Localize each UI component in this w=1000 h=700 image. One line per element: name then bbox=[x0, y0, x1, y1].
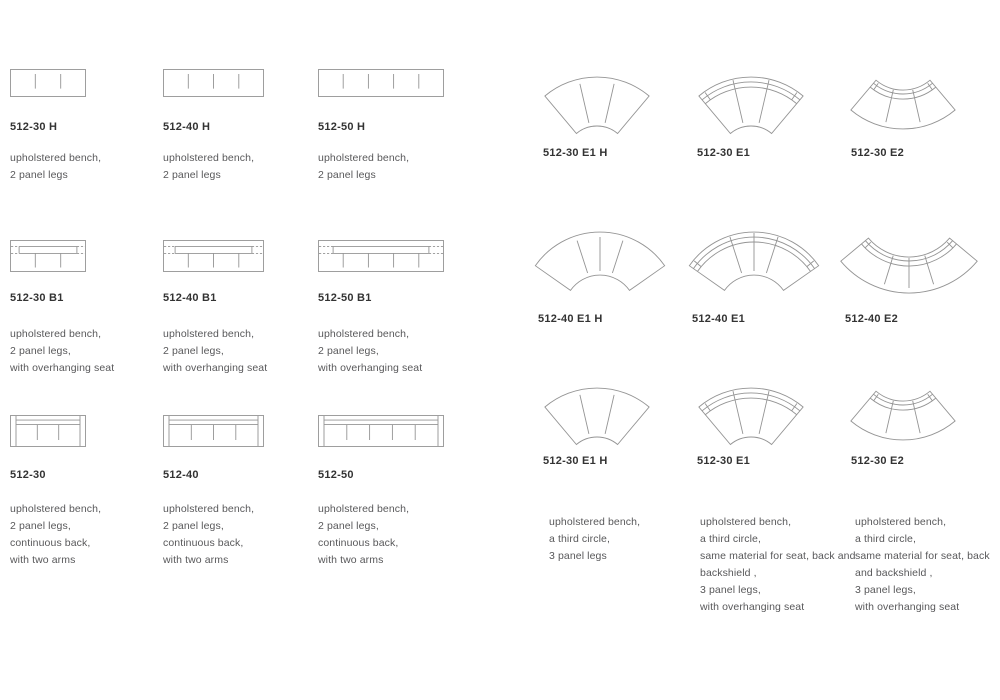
drawing-arc-30-back bbox=[698, 76, 804, 136]
description-line: 2 panel legs bbox=[163, 169, 221, 181]
product-code: 512-40 H bbox=[163, 121, 211, 133]
description-line: with overhanging seat bbox=[10, 362, 115, 374]
description-line: 2 panel legs bbox=[318, 169, 376, 181]
description-line: continuous back, bbox=[318, 537, 399, 549]
description-line: same material for seat, back bbox=[855, 550, 990, 562]
description-line: 2 panel legs, bbox=[163, 520, 224, 532]
description-line: upholstered bench, bbox=[163, 328, 255, 340]
description-line: with overhanging seat bbox=[318, 362, 423, 374]
description-line: with two arms bbox=[10, 554, 76, 566]
drawing-arc-30-e2 bbox=[850, 78, 956, 130]
description-line: continuous back, bbox=[163, 537, 244, 549]
product-code: 512-30 B1 bbox=[10, 292, 64, 304]
description-line: a third circle, bbox=[855, 533, 917, 545]
product-code: 512-30 bbox=[10, 469, 46, 481]
product-code: 512-50 B1 bbox=[318, 292, 372, 304]
description-line: upholstered bench, bbox=[318, 328, 410, 340]
description-line: with overhanging seat bbox=[163, 362, 268, 374]
drawing-arc-30-plain bbox=[544, 387, 650, 447]
product-code: 512-30 E1 bbox=[697, 455, 751, 467]
product-code: 512-50 bbox=[318, 469, 354, 481]
product-code: 512-30 E2 bbox=[851, 455, 905, 467]
description-line: 2 panel legs, bbox=[10, 520, 71, 532]
product-code: 512-50 H bbox=[318, 121, 366, 133]
description-line: upholstered bench, bbox=[10, 328, 102, 340]
drawing-arc-30-e2 bbox=[850, 389, 956, 441]
description-line: continuous back, bbox=[10, 537, 91, 549]
description-line: 2 panel legs, bbox=[163, 345, 224, 357]
description-line: 3 panel legs bbox=[549, 550, 607, 562]
product-code: 512-40 B1 bbox=[163, 292, 217, 304]
description-line: 2 panel legs, bbox=[318, 520, 379, 532]
product-description bbox=[700, 514, 856, 616]
product-code: 512-40 E1 H bbox=[538, 313, 603, 325]
product-code: 512-40 E1 bbox=[692, 313, 746, 325]
description-line: 2 panel legs bbox=[10, 169, 68, 181]
description-line: with overhanging seat bbox=[700, 601, 805, 613]
description-line: upholstered bench, bbox=[318, 152, 410, 164]
description-line: 2 panel legs, bbox=[10, 345, 71, 357]
description-line: upholstered bench, bbox=[10, 503, 102, 515]
description-line: upholstered bench, bbox=[549, 516, 641, 528]
description-line: upholstered bench, bbox=[855, 516, 947, 528]
description-line: backshield , bbox=[700, 567, 757, 579]
drawing-arc-40-back bbox=[688, 231, 820, 291]
description-line: with two arms bbox=[163, 554, 229, 566]
description-line: upholstered bench, bbox=[10, 152, 102, 164]
product-code: 512-40 E2 bbox=[845, 313, 899, 325]
drawing-arc-30-plain bbox=[544, 76, 650, 136]
product-code: 512-30 E2 bbox=[851, 147, 905, 159]
drawing-arc-40-e2 bbox=[840, 236, 978, 294]
product-code: 512-30 E1 bbox=[697, 147, 751, 159]
description-line: 2 panel legs, bbox=[318, 345, 379, 357]
description-line: same material for seat, back and bbox=[700, 550, 856, 562]
description-line: upholstered bench, bbox=[318, 503, 410, 515]
product-description bbox=[549, 514, 640, 565]
description-line: upholstered bench, bbox=[700, 516, 792, 528]
description-line: upholstered bench, bbox=[163, 503, 255, 515]
product-code: 512-30 E1 H bbox=[543, 147, 608, 159]
description-line: a third circle, bbox=[700, 533, 762, 545]
description-line: 3 panel legs, bbox=[855, 584, 916, 596]
drawing-arc-40-plain bbox=[534, 231, 666, 291]
description-line: with overhanging seat bbox=[855, 601, 960, 613]
product-code: 512-30 E1 H bbox=[543, 455, 608, 467]
description-line: and backshield , bbox=[855, 567, 933, 579]
description-line: upholstered bench, bbox=[163, 152, 255, 164]
description-line: 3 panel legs, bbox=[700, 584, 761, 596]
description-line: with two arms bbox=[318, 554, 384, 566]
description-line: a third circle, bbox=[549, 533, 611, 545]
product-code: 512-40 bbox=[163, 469, 199, 481]
product-description bbox=[855, 514, 990, 616]
drawing-arc-30-back bbox=[698, 387, 804, 447]
product-code: 512-30 H bbox=[10, 121, 58, 133]
